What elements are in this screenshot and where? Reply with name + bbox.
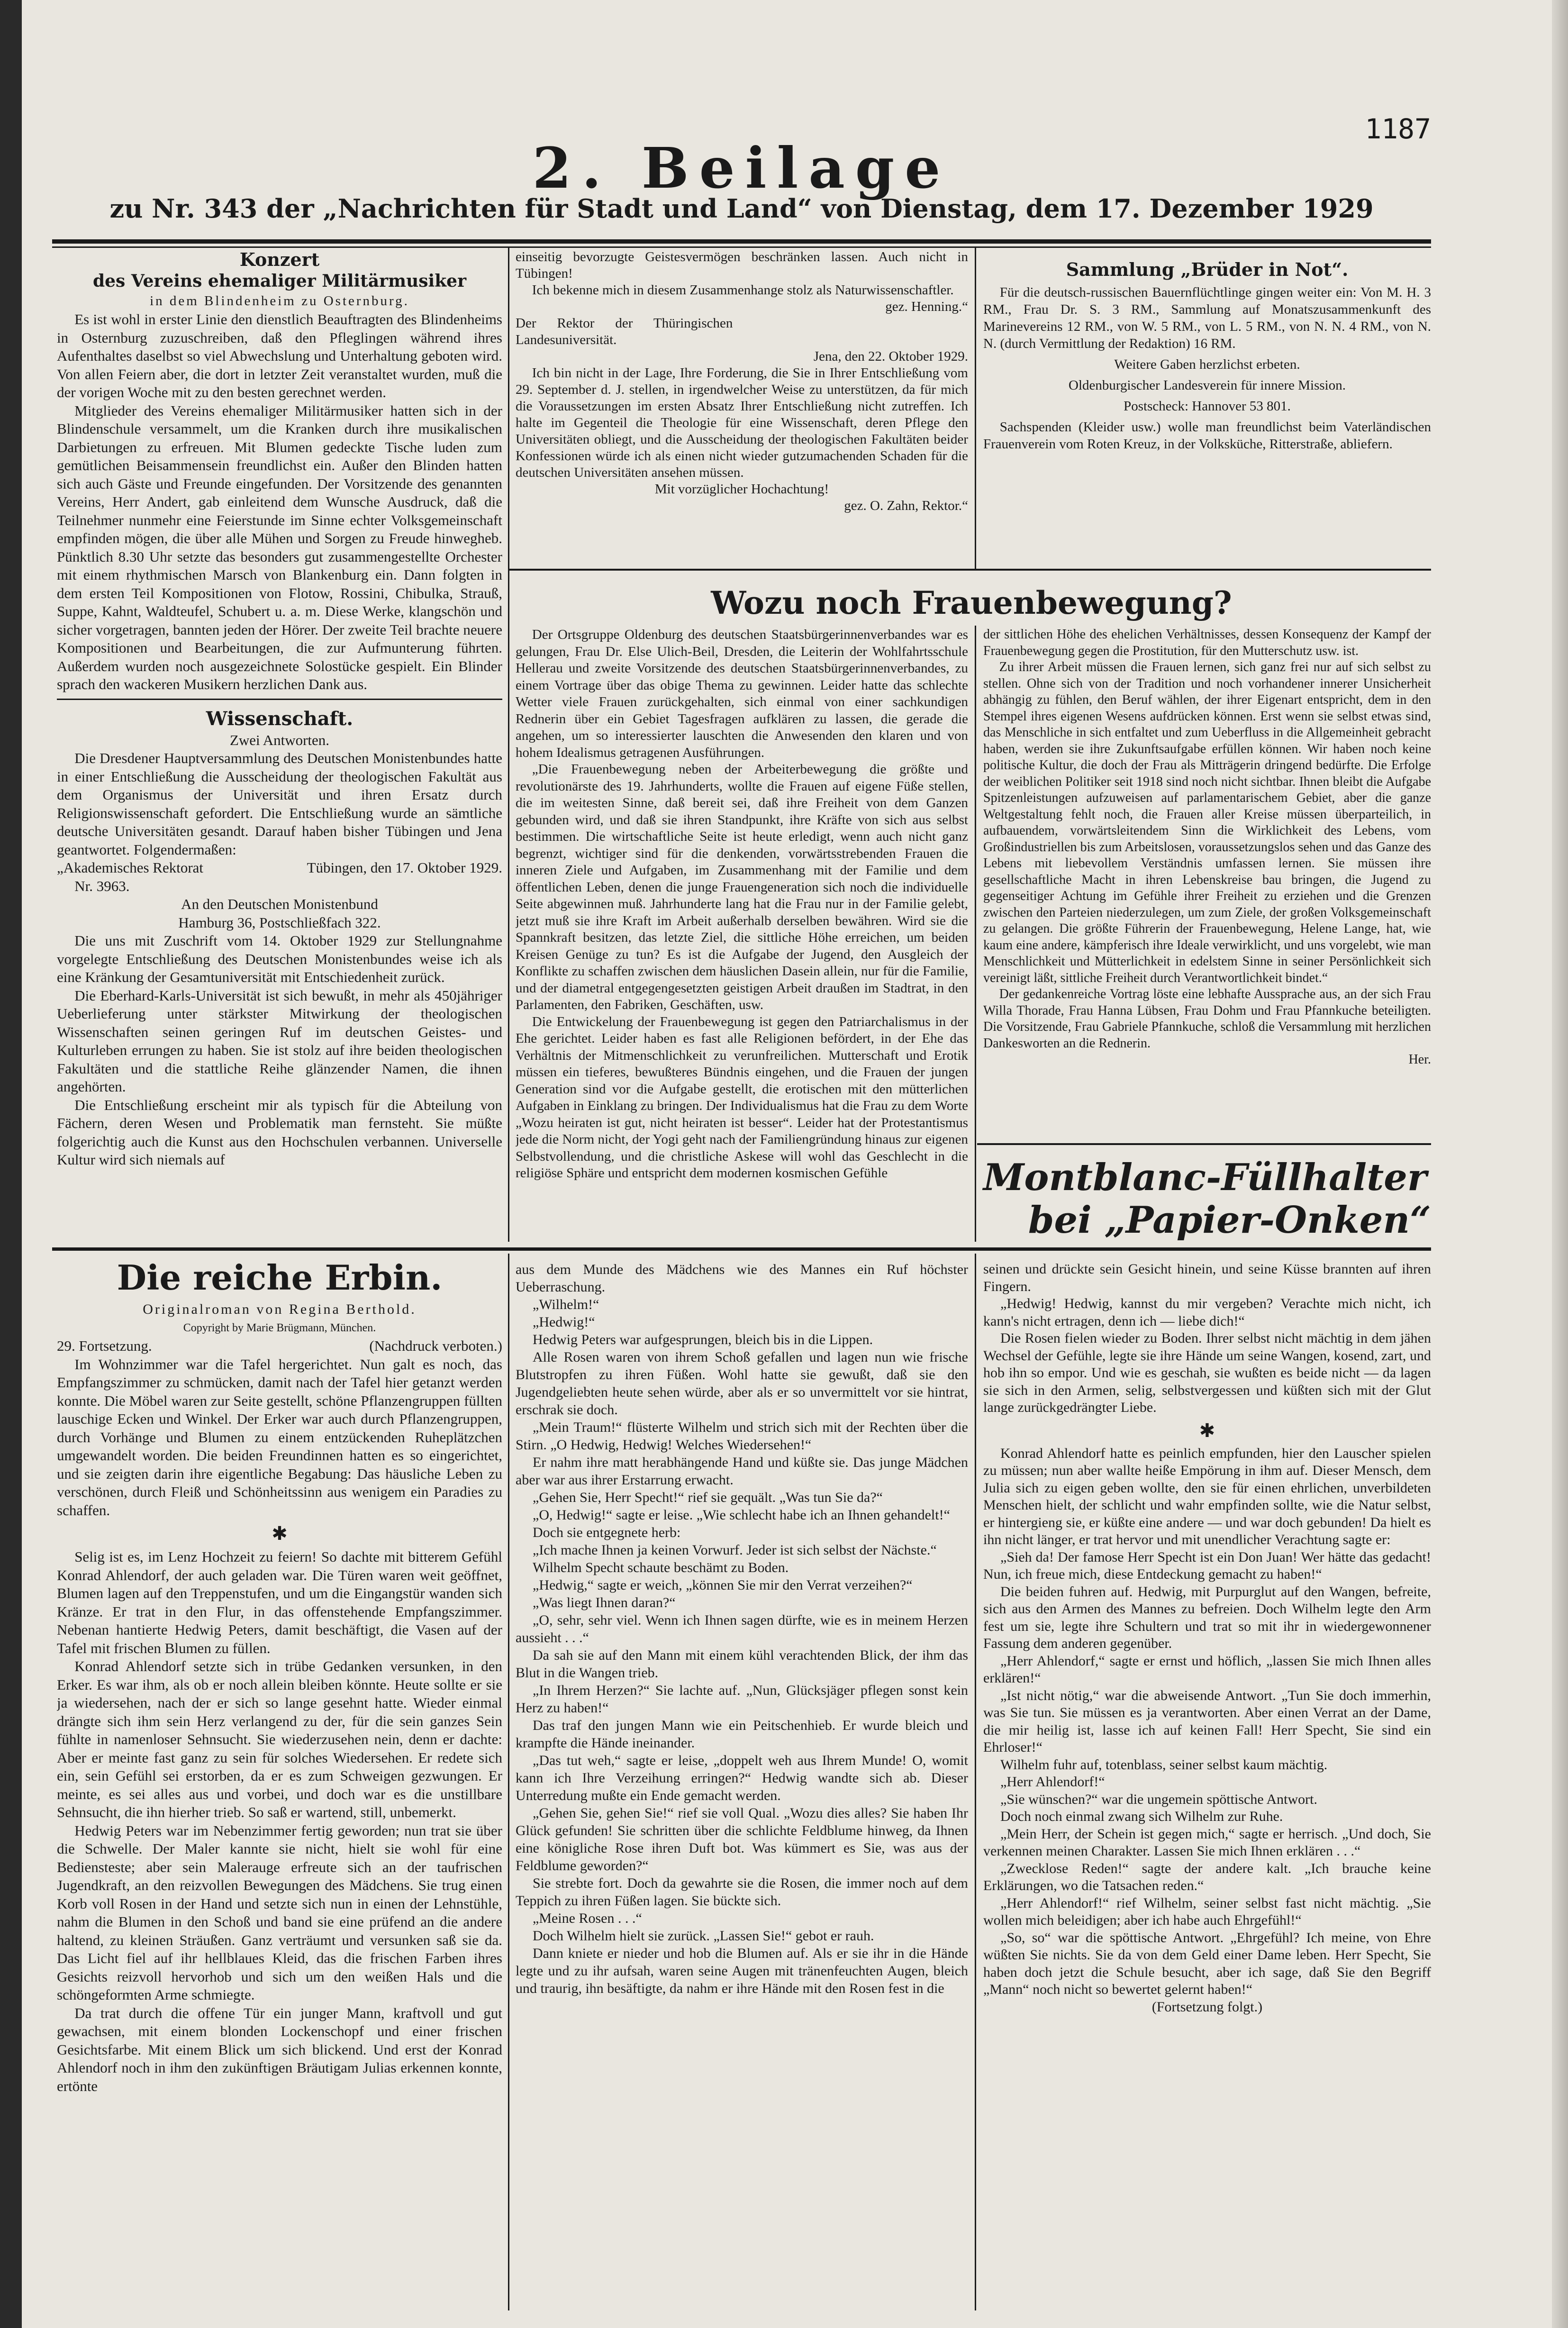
frauen-paragraph: der sittlichen Höhe des ehelichen Verhältnisses, dessen Konsequenz der Kampf der Frauenbewegung gegen die Prostitution, für den Mutterschutz usw. ist.: [983, 627, 1431, 658]
roman-paragraph: „Herr Ahlendorf!“: [1000, 1774, 1105, 1790]
roman-paragraph: Da sah sie auf den Mann mit einem kühl verachtenden Blick, der ihm das Blut in die Wangen trieb.: [516, 1647, 968, 1681]
roman-paragraph: Doch sie entgegnete herb:: [533, 1525, 681, 1540]
roman-paragraph: „Wilhelm!“: [533, 1297, 599, 1312]
wissenschaft-paragraph: Ich bin nicht in der Lage, Ihre Forderung, die Sie in Ihrer Entschließung vom 29. September d. J. stellen, in irgendwelcher Weise zu unterstützen, da für mich die Voraussetzungen im ersten Absatz Ihrer Entschließung nicht zutreffen. Ich halte im Gegenteil die Theologie für eine Wissenschaft, deren Pflege den Universitäten obliegt, und die Ausscheidung der theologischen Fakultäten beider Konfessionen würde ich als einen nicht wieder gutzumachenden Schaden für die deutschen Universitäten ansehen müssen.: [516, 365, 968, 480]
roman-paragraph: „Herr Ahlendorf,“ sagte er ernst und höflich, „lassen Sie mich Ihnen alles erklären!“: [983, 1653, 1431, 1686]
frauen-column-right: [983, 627, 1431, 1138]
roman-paragraph: Er nahm ihre matt herabhängende Hand und küßte sie. Das junge Mädchen aber war aus ihrer Erstarrung erwacht.: [516, 1455, 968, 1488]
roman-paragraph: „O, Hedwig!“ sagte er leise. „Wie schlecht habe ich an Ihnen gehandelt!“: [533, 1507, 950, 1523]
letter-number: Nr. 3963.: [74, 877, 130, 894]
continuation-note: (Fortsetzung folgt.): [1151, 1999, 1263, 2015]
jena-rektor: Der Rektor der Thüringischen Landesuniversität.: [516, 316, 733, 347]
konzert-paragraph: Es ist wohl in erster Linie den dienstlich Beauftragten des Blindenheims in Osternburg zuzuschreiben, daß den Pfleglingen während ihres Aufenthaltes daselbst so viel Abwechslung und Unterhaltung geboten wird. Von allen Feiern aber, die dort in letzter Zeit veranstaltet wurden, muß die der vorigen Woche mit zu den besten gerechnet werden.: [57, 311, 502, 400]
roman-paragraph: „In Ihrem Herzen?“ Sie lachte auf. „Nun, Glücksjäger pflegen sonst kein Herz zu haben!“: [516, 1682, 968, 1716]
roman-divider-1: [508, 1254, 509, 2310]
roman-paragraph: „Hedwig! Hedwig, kannst du mir vergeben? Verachte mich nicht, ich kann's nicht ertragen, denn ich — liebe dich!“: [983, 1296, 1431, 1329]
roman-paragraph: Das traf den jungen Mann wie ein Peitschenhieb. Er wurde bleich und krampfte die Hände ineinander.: [516, 1718, 968, 1751]
roman-paragraph: Alle Rosen waren von ihrem Schoß gefallen und lagen nun wie frische Blutstropfen zu ihren Füßen. Wohl hatte sie gewußt, daß sie den Jugendgeliebten heute sehen würde, aber als er so unvermittelt vor sie hintrat, erschrak sie doch.: [516, 1349, 968, 1418]
header-rule: [52, 239, 1431, 244]
wissenschaft-title: Wissenschaft.: [206, 707, 353, 730]
frauen-paragraph: Der Ortsgruppe Oldenburg des deutschen Staatsbürgerinnenverbandes war es gelungen, Frau Dr. Else Ulich-Beil, Dresden, die Leiterin der Wohlfahrtsschule Hellerau und zweite Vorsitzende des deutschen Staatsbürgerinnenverbandes, zu einem Vortrage über das obige Thema zu gewinnen. Leider hatte das schlechte Wetter viele Frauen zurückgehalten, sich einmal von einer sachkundigen Rednerin über ein Gebiet Tagesfragen aufklären zu lassen, die gerade die angehen, um so interessierter lauschten die Anwesenden den klaren und von hohem Idealismus getragenen Ausführungen.: [516, 627, 968, 760]
wissenschaft-paragraph: Die Entschließung erscheint mir als typisch für die Abteilung von Fächern, deren Wesen und Problematik man fernsteht. Sie müßte folgerichtig auch die Kunst aus den Hochschulen verbannen. Universelle Kultur wird sich niemals auf: [57, 1096, 502, 1168]
advertisement: [983, 1156, 1431, 1242]
page-number: 1187: [1365, 113, 1431, 145]
roman-notice: (Nachdruck verboten.): [369, 1337, 502, 1354]
roman-paragraph: seinen und drückte sein Gesicht hinein, und seine Küsse brannten auf ihren Fingern.: [983, 1261, 1431, 1294]
section-star: ✱: [1199, 1419, 1215, 1441]
roman-paragraph: Konrad Ahlendorf hatte es peinlich empfunden, hier den Lauscher spielen zu müssen; nun aber wallte heiße Empörung in ihm auf. Dieser Mensch, dem Julia sich zu eigen geben wollte, den sie für einen ehrlichen, unverbildeten Menschen hielt, der schlicht und wahr empfinden sollte, wie die Natur selbst, er hintergieng sie, er küßte eine andere — und war doch gebunden! Da hielt es ihn nicht länger, er trat hervor und mit unendlicher Verachtung sagte er:: [983, 1445, 1431, 1547]
column-left-top: [57, 249, 502, 1237]
roman-paragraph: Dann kniete er nieder und hob die Blumen auf. Als er sie ihr in die Hände legte und zu ihr aufsah, waren seine Augen mit tränenfeuchten Augen, bleich und traurig, ihn besäftigte, da nahm er ihre Hände mit den Rosen fest in die: [516, 1946, 968, 1996]
roman-paragraph: „Was liegt Ihnen daran?“: [533, 1595, 676, 1610]
roman-paragraph: Wilhelm fuhr auf, totenblass, seiner selbst kaum mächtig.: [1000, 1756, 1328, 1773]
letter-closing: Mit vorzüglicher Hochachtung!: [654, 482, 829, 497]
wissenschaft-paragraph: Die Dresdener Hauptversammlung des Deutschen Monistenbundes hatte in einer Entschließung die Ausscheidung der theologischen Fakultät aus dem Organismus der Universität und ihren Ersatz durch Religionswissenschaft gefordert. Die Entschließung wurde an sämtliche deutsche Universitäten gesandt. Darauf haben bisher Tübingen und Jena geantwortet. Folgendermaßen:: [57, 750, 502, 858]
frauen-title: Wozu noch Frauenbewegung?: [711, 584, 1232, 621]
wissenschaft-paragraph: Die Eberhard-Karls-Universität ist sich bewußt, in mehr als 450jähriger Ueberlieferung unter stärkster Mitwirkung der theologischen Wissenschaften seinen geringen Ruf im deutschen Geistes- und Kulturleben errungen zu haben. Sie ist stolz auf ihre beiden theologischen Fakultäten und die stattliche Reihe glänzender Namen, die ihnen angehörten.: [57, 987, 502, 1095]
roman-paragraph: „Ich mache Ihnen ja keinen Vorwurf. Jeder ist sich selbst der Nächste.“: [533, 1542, 937, 1558]
roman-paragraph: Hedwig Peters war im Nebenzimmer fertig geworden; nun trat sie über die Schwelle. Der Maler kannte sie nicht, hielt sie wohl für eine Bediensteste; aber sein Malerauge erfreute sich an der taufrischen Jugendkraft, an den reizvollen Bewegungen des Mädchens. Sie trug einen Korb voll Rosen in der Hand und setzte sich nun in einen der Lehnstühle, nahm die Blumen in den Schoß und band sie eine prüfend an die andere haltend, zu kleinen Sträußen. Ganz verträumt und versunken saß sie da. Das Licht fiel auf ihr hellblaues Kleid, das die frischen Farben ihres Gesichts reizvoll hervorhob und sich um den weißen Hals und die schöngeformten Arme schmiegte.: [57, 1822, 502, 2003]
roman-paragraph: „Hedwig!“: [533, 1314, 595, 1330]
frauen-column-left: [516, 627, 968, 1240]
wissenschaft-paragraph: Ich bekenne mich in diesem Zusammenhange stolz als Naturwissenschaftler.: [532, 282, 954, 298]
sammlung-paragraph: Sachspenden (Kleider usw.) wolle man freundlichst beim Vaterländischen Frauenverein vom Roten Kreuz, in der Volksküche, Ritterstraße, abliefern.: [983, 419, 1431, 452]
konzert-paragraph: Mitglieder des Vereins ehemaliger Militärmusiker hatten sich in der Blindenschule versammelt, um die Kranken durch ihre musikalischen Darbietungen zu erfreuen. Mit Blumen gedeckte Tische luden zum gemütlichen Beisammensein freundlichst ein. Außer den Blinden hatten sich auch Gäste und Freunde eingefunden. Der Vorsitzende des genannten Vereins, Herr Andert, gab einleitend dem Wunsche Ausdruck, daß die Teilnehmer nunmehr eine Feierstunde im Sinne echter Volksgemeinschaft empfinden mögen, die über alle Mühen und Sorgen zu Freude hinwegheb. Pünktlich 8.30 Uhr setzte das besonders gut zusammengestellte Orchester mit einem rhythmischen Marsch von Blankenburg ein. Dann folgten in dem ersten Teil Kompositionen von Flotow, Rossini, Chibulka, Strauß, Suppe, Kahnt, Waldteufel, Schubert u. a. m. Diese Werke, klangschön und sicher vorgetragen, bannten jeden der Hörer. Der zweite Teil brachte neuere Kompositionen und Bearbeitungen, die zur Aufmunterung führten. Außerdem wurden noch ausgezeichnete Solostücke gespielt. Ein Blinder sprach den wackeren Musikern herzlichen Dank aus.: [57, 402, 502, 692]
ad-line-1: Montblanc-Füllhalter: [983, 1156, 1427, 1199]
roman-paragraph: „Gehen Sie, Herr Specht!“ rief sie gequält. „Was tun Sie da?“: [533, 1490, 883, 1505]
roman-paragraph: „Meine Rosen . . .“: [533, 1910, 642, 1926]
column-divider-2: [975, 246, 976, 569]
roman-paragraph: „Herr Ahlendorf!“ rief Wilhelm, seiner selbst fast nicht mächtig. „Sie wollen mich beleidigen; aber ich habe auch Ehrgefühl!“: [983, 1895, 1431, 1928]
wissenschaft-paragraph: Die uns mit Zuschrift vom 14. Oktober 1929 zur Stellungnahme vorgelegte Entschließung des Deutschen Monistenbundes weise ich als eine Kränkung der Gesamtuniversität mit Entschiedenheit zurück.: [57, 932, 502, 985]
roman-paragraph: Die Rosen fielen wieder zu Boden. Ihrer selbst nicht mächtig in dem jähen Wechsel der Gefühle, legte sie ihre Hände um seine Wangen, kosend, zart, und hob ihn so empor. Und wie es geschah, sie wußten es beide nicht — da lagen sie sich in den Armen, selig, selbstvergessen und küßten sich mit der Glut lange zurückgedrängter Liebe.: [983, 1330, 1431, 1415]
letter-heading: [57, 859, 502, 877]
roman-column-middle: [516, 1261, 968, 2310]
roman-paragraph: „Mein Herr, der Schein ist gegen mich,“ sagte er herrisch. „Und doch, Sie verkennen meinen Charakter. Lassen Sie mich Ihnen erklären . . .“: [983, 1826, 1431, 1859]
roman-paragraph: „Gehen Sie, gehen Sie!“ rief sie voll Qual. „Wozu dies alles? Sie haben Ihr Glück gefunden! Sie schritten über die schlichte Feldblume hinweg, da Ihnen eine königliche Rose ihren Duft bot. Was kümmert es Sie, was aus der Feldblume geworden?“: [516, 1805, 968, 1873]
jena-date: Jena, den 22. Oktober 1929.: [813, 349, 968, 364]
roman-installment-line: [57, 1337, 502, 1355]
roman-paragraph: Im Wohnzimmer war die Tafel hergerichtet. Nun galt es noch, das Empfangszimmer zu schmücken, damit nach der Tafel hier getanzt werden konnte. Die Möbel waren zur Seite gestellt, schöne Pflanzengruppen füllten lauschige Ecken und Winkel. Der Erker war auch durch Pflanzengruppen, durch Vorhänge und Blumen zu einem entzückenden Ruheplätzchen umgewandelt worden. Die beiden Freundinnen hatten es so eingerichtet, und sie zeigten darin ihre eigentliche Begabung: Das häusliche Leben zu verschönen, durch Fleiß und Schönheitssinn aus wenigem ein Paradies zu schaffen.: [57, 1355, 502, 1519]
roman-copyright: Copyright by Marie Brügmann, München.: [183, 1321, 376, 1334]
konzert-title: Konzert: [239, 249, 320, 270]
roman-paragraph: Doch Wilhelm hielt sie zurück. „Lassen Sie!“ gebot er rauh.: [533, 1928, 874, 1944]
roman-rule: [52, 1247, 1431, 1251]
roman-paragraph: Sie strebte fort. Doch da gewahrte sie die Rosen, die immer noch auf dem Teppich zu ihren Füßen lagen. Sie bückte sich.: [516, 1875, 968, 1909]
roman-paragraph: „Das tut weh,“ sagte er leise, „doppelt weh aus Ihrem Munde! O, womit kann ich Ihre Verzeihung erringen?“ Hedwig wandte sich ab. Dieser Unterredung mußte ein Ende gemacht werden.: [516, 1753, 968, 1803]
sammlung-organization: Oldenburgischer Landesverein für innere Mission.: [1069, 378, 1346, 393]
tuebingen-date: Tübingen, den 17. Oktober 1929.: [307, 859, 502, 876]
wissenschaft-paragraph: einseitig bevorzugte Geistesvermögen beschränken lassen. Auch nicht in Tübingen!: [516, 249, 968, 281]
konzert-dateline: in dem Blindenheim zu Osternburg.: [150, 293, 409, 309]
roman-installment: 29. Fortsetzung.: [57, 1337, 152, 1354]
roman-paragraph: Konrad Ahlendorf setzte sich in trübe Gedanken versunken, in den Erker. Es war ihm, als ob er noch allein bleiben könnte. Heute sollte er sie ja wiedersehen, nach der er sich so lange gesehnt hatte. Wieder einmal drängte sich ihm sein Herz verlangend zu der, für die sein ganzes Sein fühlte in namenloser Sehnsucht. Sie wiederzusehen nein, denn er dachte: Aber er meinte fast ganz zu sein für solches Wiedersehen. Er redete sich ein, sein Gefühl sei erstorben, da er es zum Schweigen gezwungen. Er meinte, es sei alles aus und vorbei, und doch war es die unstillbare Sehnsucht, die ihn hierher trieb. So saß er wartend, still, unbemerkt.: [57, 1658, 502, 1820]
signature: gez. O. Zahn, Rektor.“: [844, 498, 968, 513]
roman-paragraph: Die beiden fuhren auf. Hedwig, mit Purpurglut auf den Wangen, befreite, sich aus den Armen des Mannes zu befreien. Doch Wilhelm legte den Arm fest um sie, legte ihre Schultern und trat so mit ihr in wiedergewonnener Fassung dem anderen gegenüber.: [983, 1583, 1431, 1651]
roman-paragraph: „So, so“ war die spöttische Antwort. „Ehrgefühl? Ich meine, von Ehre wüßten Sie nichts. Sie da von dem Geld einer Dame leben. Herr Specht, Sie haben doch jetzt die Schule besucht, aber ich sage, daß Sie den Begriff „Mann“ noch nicht so bewertet gelernt haben!“: [983, 1929, 1431, 1997]
roman-paragraph: „Ist nicht nötig,“ war die abweisende Antwort. „Tun Sie doch immerhin, was Sie tun. Sie müssen es ja verantworten. Aber einen Verrat an der Dame, die mir heilig ist, lasse ich auf keinen Fall! Herr Specht, Sie sind ein Ehrloser!“: [983, 1687, 1431, 1755]
letter-address: An den Deutschen Monistenbund: [181, 896, 378, 912]
roman-divider-2: [975, 1254, 976, 2310]
tuebingen-rektorat: „Akademisches Rektorat: [57, 859, 204, 876]
sammlung-paragraph: Für die deutsch-russischen Bauernflüchtlinge gingen weiter ein: Von M. H. 3 RM., Frau Dr. S. 3 RM., Sammlung auf Monatszusammenkunft des Marinevereins 12 RM., von W. 5 RM., von L. 5 RM., von N. N. 4 RM., von N. N. (durch Vermittlung der Redaktion) 16 RM.: [983, 285, 1431, 351]
roman-paragraph: Hedwig Peters war aufgesprungen, bleich bis in die Lippen.: [533, 1332, 873, 1347]
roman-paragraph: „Zwecklose Reden!“ sagte der andere kalt. „Ich brauche keine Erklärungen, wo die Tatsachen reden.“: [983, 1860, 1431, 1893]
roman-paragraph: „Hedwig,“ sagte er weich, „können Sie mir den Verrat verzeihen?“: [533, 1577, 913, 1593]
ad-line-2: bei „Papier-Onken“: [1028, 1199, 1431, 1242]
frauen-paragraph: „Die Frauenbewegung neben der Arbeiterbewegung die größte und revolutionärste des 19. Jahrhunderts, wollte die Frauen auf eigene Füße stellen, die im weitesten Sinne, daß bereit sei, daß ihre Freiheit von dem Ganzen gebunden wird, und daß sie ihren Standpunkt, ihre Kräfte von sich aus selbst bestimmen. Die wirtschaftliche Seite ist heute erledigt, wenn auch nicht ganz begrenzt, wichtiger sind für die denkenden, vorwärtsstrebenden Frauen die inneren Ziele und Aufgaben, im Zusammenhang mit der Familie und dem öffentlichen Leben, denen die junge Frauengeneration sich noch die individuelle Seite abgewinnen muß. Jahrhunderte lang hat die Frau nur in der Familie gelebt, jetzt muß sie ihre Kraft im Arbeit außerhalb derselben bewähren. Wird sie die Spannkraft besitzen, das letzte Ziel, die sittliche Höhe erreichen, um beiden Kreisen Genüge zu tun? Es ist die Aufgabe der Jugend, den Ausgleich der Konflikte zu schaffen zwischen dem häuslichen Dasein allein, nur für die Familie, und der diametral entgegengesetzten geistigen Arbeit draußen im Stadtrat, in den Parlamenten, den Fabriken, Geschäften, usw.: [516, 762, 968, 1012]
roman-column-left: [57, 1255, 502, 2310]
scan-margin: [0, 0, 22, 2328]
roman-byline: Originalroman von Regina Berthold.: [143, 1301, 417, 1317]
column-divider-1: [508, 246, 509, 1242]
roman-paragraph: Da trat durch die offene Tür ein junger Mann, kraftvoll und gut gewachsen, mit einem blonden Lockenschopf und einer frischen Gesichtsfarbe. Mit einem Blick um sich blickend. Und erst der Konrad Ahlendorf noch in ihm den zukünftigen Bräutigam Julias erkennen konnte, ertönte: [57, 2004, 502, 2094]
supplement-subtitle: zu Nr. 343 der „Nachrichten für Stadt und Land“ von Dienstag, dem 17. Dezember 1929: [109, 193, 1374, 224]
roman-paragraph: „Sie wünschen?“ war die ungemein spöttische Antwort.: [1000, 1791, 1317, 1807]
section-rule: [57, 699, 502, 700]
supplement-title: 2. Beilage: [532, 135, 951, 201]
frauen-signature: Her.: [1408, 1052, 1431, 1067]
frauen-paragraph: Zu ihrer Arbeit müssen die Frauen lernen, sich ganz frei nur auf sich selbst zu stellen. Ohne sich von der Tradition und noch vorhandener innerer Unsicherheit abhängig zu fühlen, den Beruf wählen, der ihrer Eigenart entspricht, dem in den Stempel ihres eigenen Wesens aufdrücken können. Erst wenn sie selbst etwas sind, das Menschliche in sich entfaltet und zum Ueberfluss in die Allgemeinheit gebracht haben, werden sie ihre Zukunftsaufgabe erfüllen können. Wir haben noch keine politische Kultur, die doch der Frau als Mitträgerin dringend bedürfte. Die Erfolge der weiblichen Politiker seit 1918 sind noch nicht sichtbar. Ihnen bleibt die Aufgabe Spitzenleistungen aufzuweisen auf parlamentarischem Gebiet, aber die ganze Weltgestaltung fehlt noch, die Frauen aller Kreise müssen überparteilich, in aufbauendem, vorwärtsleitendem Sinn die Wirklichkeit des Lebens, vom Großindustriellen bis zum Arbeitslosen, voraussetzungslos sehen und das Ganze des Lebens mit liebevollem Verständnis umfassen lernen. Sie müssen ihre gesellschaftliche Macht in ihren Lebenskreise bau bringen, die Jugend zu gegenseitiger Achtung im Gefühle ihrer Freiheit zu erziehen und die Grenzen zwischen den Parteien niederzulegen, um zum Ziele, der großen Volksgemeinschaft zu gelangen. Die größte Führerin der Frauenbewegung, Helene Lange, hat, wie kaum eine andere, kämpferisch ihre Ideale verwirklicht, und uns vorgelebt, wie man Menschlichkeit und Mütterlichkeit in edelstem Sinne in seiner Persönlichkeit sich vereinigt läßt, sittliche Freiheit durch Verantwortlichkeit bindet.“: [983, 660, 1431, 985]
roman-paragraph: Doch noch einmal zwang sich Wilhelm zur Ruhe.: [1000, 1809, 1283, 1824]
sammlung-appeal: Weitere Gaben herzlichst erbeten.: [1114, 357, 1300, 372]
sammlung-title: Sammlung „Brüder in Not“.: [1066, 259, 1349, 280]
frauen-paragraph: Der gedankenreiche Vortrag löste eine lebhafte Aussprache aus, an der sich Frau Willa Thorade, Frau Hanna Lübsen, Frau Dohm und Frau Pfannkuche beteiligten. Die Vorsitzende, Frau Gabriele Pfannkuche, schloß die Versammlung mit herzlichen Dankesworten an die Rednerin.: [983, 987, 1431, 1051]
sammlung-postscheck: Postscheck: Hannover 53 801.: [1124, 399, 1291, 414]
roman-title: Die reiche Erbin.: [117, 1257, 443, 1298]
roman-paragraph: Selig ist es, im Lenz Hochzeit zu feiern! So dachte mit bitterem Gefühl Konrad Ahlendorf, der auch geladen war. Die Türen waren weit geöffnet, Blumen lagen auf den Treppenstufen, und um die Eingangstür wanden sich Kränze. Er trat in den Flur, in das offenstehende Empfangszimmer. Nebenan hantierte Hedwig Peters, damit beschäftigt, die Vasen auf der Tafel mit frischen Blumen zu füllen.: [57, 1548, 502, 1656]
frauen-paragraph: Die Entwickelung der Frauenbewegung ist gegen den Patriarchalismus in der Ehe gerichtet. Leider haben es fast alle Religionen befördert, in der Ehe das Verhältnis der Mitmenschlichkeit zu verunfreilichen. Mutterschaft und Erotik müssen ein tieferes, bewußteres Bündnis eingehen, und die Frauen der jungen Generation sind vor die Aufgabe gestellt, die erotischen mit den mütterlichen Aufgaben in Einklang zu bringen. Der Individualismus hat die Frau zu dem Worte „Wozu heiraten ist gut, nicht heiraten ist besser“. Leider hat der Protestantismus jede die Norm nicht, der Yogi geht nach der Familiengründung hinaus zur eigenen Selbstvollendung, und die christliche Askese will wohl das Geschlecht in die religiöse Sphäre und entspricht dem modernen kosmischen Gefühle: [516, 1014, 968, 1181]
page-edge: [1552, 0, 1568, 2328]
roman-paragraph: Wilhelm Specht schaute beschämt zu Boden.: [533, 1560, 789, 1575]
roman-paragraph: „Mein Traum!“ flüsterte Wilhelm und strich sich mit der Rechten über die Stirn. „O Hedwig, Hedwig! Welches Wiedersehen!“: [516, 1419, 968, 1453]
konzert-subtitle: des Vereins ehemaliger Militärmusiker: [92, 271, 467, 291]
frauen-top-rule: [509, 569, 1431, 571]
ad-top-rule: [977, 1143, 1431, 1145]
frauen-divider: [975, 626, 976, 1242]
letter-address: Hamburg 36, Postschließfach 322.: [178, 914, 381, 931]
column-middle-top: [516, 249, 968, 564]
section-star: ✱: [272, 1523, 288, 1544]
roman-paragraph: „Sieh da! Der famose Herr Specht ist ein Don Juan! Wer hätte das gedacht! Nun, ich freue mich, diese Entdeckung gemacht zu haben!“: [983, 1549, 1431, 1582]
roman-column-right: [983, 1261, 1431, 2310]
signature: gez. Henning.“: [885, 299, 968, 314]
wissenschaft-subtitle: Zwei Antworten.: [229, 731, 330, 748]
roman-paragraph: „O, sehr, sehr viel. Wenn ich Ihnen sagen dürfte, wie es in meinem Herzen aussieht . . .“: [516, 1612, 968, 1646]
roman-paragraph: aus dem Munde des Mädchens wie des Mannes ein Ruf höchster Ueberraschung.: [516, 1262, 968, 1295]
header-rule-thin: [52, 246, 1431, 248]
column-right-top: [983, 249, 1431, 564]
